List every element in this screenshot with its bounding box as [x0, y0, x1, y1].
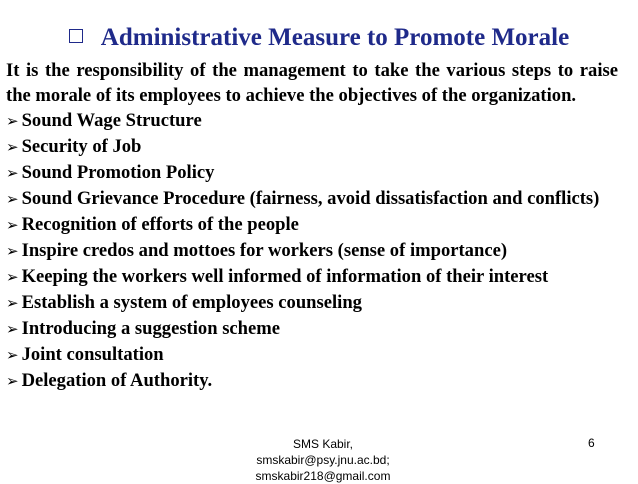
list-item: ➢ Delegation of Authority.	[6, 370, 213, 391]
slide-body	[6, 58, 618, 394]
arrow-bullet-icon: ➢	[6, 164, 19, 182]
list-item: ➢ Security of Job	[6, 136, 142, 157]
measures-list	[6, 108, 618, 394]
arrow-bullet-icon: ➢	[6, 242, 19, 260]
list-item: ➢ Sound Promotion Policy	[6, 162, 215, 183]
slide-title	[0, 24, 638, 52]
arrow-bullet-icon: ➢	[6, 294, 19, 312]
list-item: ➢ Inspire credos and mottoes for workers (sense of importance)	[6, 240, 508, 261]
arrow-bullet-icon: ➢	[6, 216, 19, 234]
list-item: ➢ Sound Wage Structure	[6, 110, 202, 131]
arrow-bullet-icon: ➢	[6, 138, 19, 156]
arrow-bullet-icon: ➢	[6, 320, 19, 338]
slide-title-text: Administrative Measure to Promote Morale	[100, 24, 570, 51]
list-item: ➢ Keeping the workers well informed of information of their interest	[6, 266, 549, 287]
list-item: ➢ Joint consultation	[6, 344, 164, 365]
list-item: ➢ Establish a system of employees counseling	[6, 292, 362, 313]
arrow-bullet-icon: ➢	[6, 112, 19, 130]
checkbox-bullet-icon	[69, 29, 83, 43]
footer-email-1: smskabir@psy.jnu.ac.bd;	[256, 453, 390, 467]
arrow-bullet-icon: ➢	[6, 372, 19, 390]
arrow-bullet-icon: ➢	[6, 346, 19, 364]
list-item: ➢ Sound Grievance Procedure (fairness, avoid dissatisfaction and conflicts)	[6, 188, 600, 209]
list-item: ➢ Recognition of efforts of the people	[6, 214, 299, 235]
arrow-bullet-icon: ➢	[6, 268, 19, 286]
arrow-bullet-icon: ➢	[6, 190, 19, 208]
footer-author: SMS Kabir,	[292, 437, 354, 451]
page-number: 6	[588, 436, 595, 450]
intro-paragraph: It is the responsibility of the management to take the various steps to raise the morale of its employees to achieve the objectives of the organization.	[6, 60, 618, 106]
slide-footer	[248, 436, 398, 484]
list-item: ➢ Introducing a suggestion scheme	[6, 318, 281, 339]
footer-email-2: smskabir218@gmail.com	[255, 469, 391, 483]
